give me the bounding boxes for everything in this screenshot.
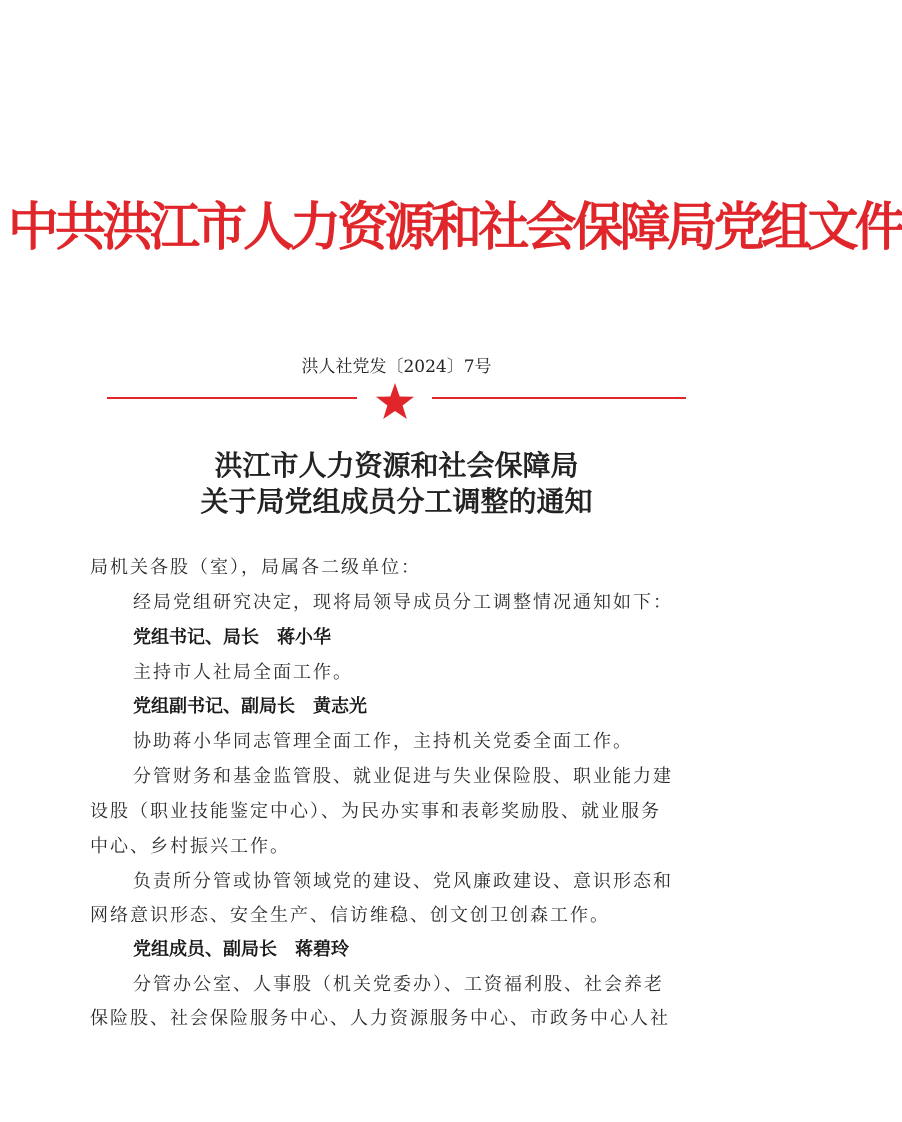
paragraph-line: 保险股、社会保险服务中心、人力资源服务中心、市政务中心人社 xyxy=(90,1008,670,1029)
section-heading: 党组成员、副局长 蒋碧玲 xyxy=(133,939,349,960)
red-divider-left xyxy=(107,397,357,399)
paragraph-line: 负责所分管或协管领域党的建设、党风廉政建设、意识形态和 xyxy=(133,871,673,892)
paragraph-line: 网络意识形态、安全生产、信访维稳、创文创卫创森工作。 xyxy=(90,905,610,926)
org-header-title: 中共洪江市人力资源和社会保障局党组文件 xyxy=(7,197,902,258)
section-heading: 党组书记、局长 蒋小华 xyxy=(133,627,331,648)
paragraph-line: 分管财务和基金监管股、就业促进与失业保险股、职业能力建 xyxy=(133,766,673,787)
document-title-line-2: 关于局党组成员分工调整的通知 xyxy=(200,485,593,518)
document-title-line-1: 洪江市人力资源和社会保障局 xyxy=(214,449,579,482)
document-number: 洪人社党发〔2024〕7号 xyxy=(301,357,492,377)
paragraph-line: 协助蒋小华同志管理全面工作，主持机关党委全面工作。 xyxy=(133,731,633,752)
red-divider-right xyxy=(432,397,686,399)
paragraph-line: 分管办公室、人事股（机关党委办）、工资福利股、社会养老 xyxy=(133,974,664,995)
section-heading: 党组副书记、副局长 黄志光 xyxy=(133,696,367,717)
intro-paragraph: 经局党组研究决定，现将局领导成员分工调整情况通知如下： xyxy=(133,592,673,613)
paragraph-line: 设股（职业技能鉴定中心）、为民办实事和表彰奖励股、就业服务 xyxy=(90,801,661,822)
red-star-icon xyxy=(375,382,415,420)
paragraph-line: 主持市人社局全面工作。 xyxy=(133,662,353,683)
paragraph-line: 中心、乡村振兴工作。 xyxy=(90,836,290,857)
salutation: 局机关各股（室），局属各二级单位： xyxy=(90,557,421,578)
